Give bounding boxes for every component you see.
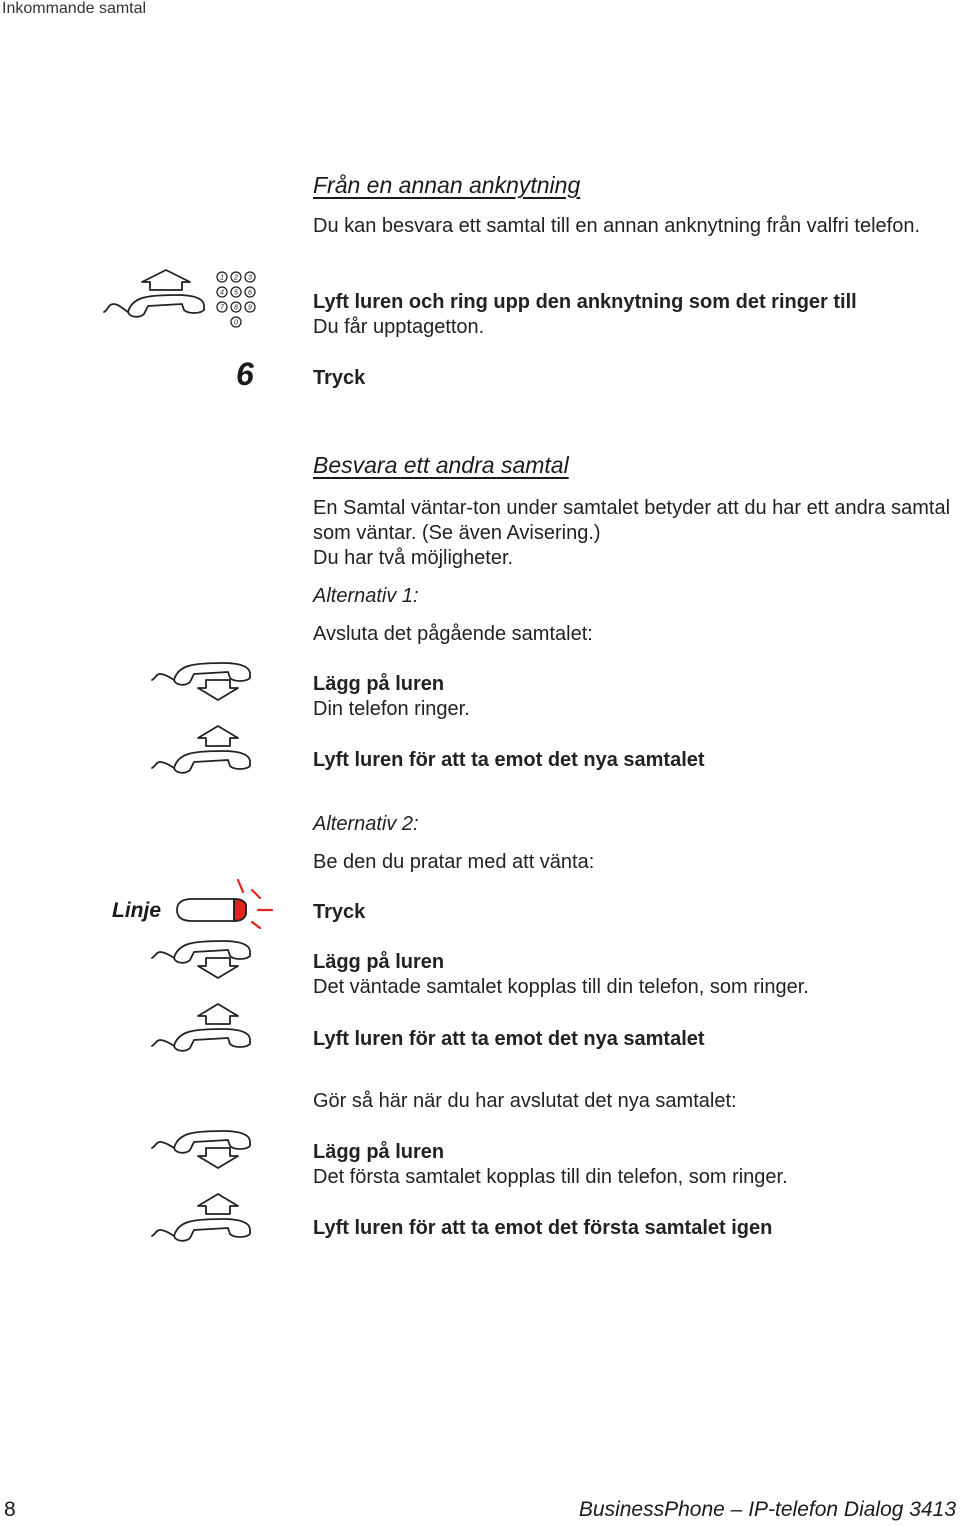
section1-intro: Du kan besvara ett samtal till en annan anknytning från valfri telefon.	[313, 215, 921, 237]
svg-text:6: 6	[248, 289, 252, 297]
handset-lift-icon	[150, 1192, 260, 1242]
handset-replace-icon	[150, 660, 260, 702]
section-heading-other-extension: Från en annan anknytning	[313, 172, 581, 198]
handset-replace-icon	[150, 1128, 260, 1170]
alt2-label: Alternativ 2:	[313, 813, 419, 835]
key-6-label: 6	[236, 356, 254, 392]
step-busy-tone-note: Du får upptagetton.	[313, 316, 485, 338]
line-key-label: Linje	[112, 899, 162, 922]
keypad-icon	[214, 270, 260, 332]
alt2-desc: Be den du pratar med att vänta:	[313, 851, 595, 873]
alt1-desc: Avsluta det pågående samtalet:	[313, 623, 593, 645]
svg-text:1: 1	[220, 274, 224, 282]
svg-text:3: 3	[248, 274, 252, 282]
alt2-lift-for-new-call: Lyft luren för att ta emot det nya samtalet	[313, 1028, 705, 1050]
alt1-label: Alternativ 1:	[313, 585, 419, 607]
handset-lift-icon	[150, 724, 260, 774]
document-title: BusinessPhone – IP-telefon Dialog 3413	[578, 1498, 956, 1521]
alt1-hang-up: Lägg på luren	[313, 673, 445, 695]
alt2-waiting-call-connected: Det väntade samtalet kopplas till din telefon, som ringer.	[313, 976, 809, 998]
step-lift-and-dial: Lyft luren och ring upp den anknytning som det ringer till	[313, 291, 857, 313]
line-key-icon	[172, 878, 278, 928]
svg-text:9: 9	[248, 304, 252, 312]
page-header: Inkommande samtal	[2, 0, 147, 17]
after-first-call-connected: Det första samtalet kopplas till din telefon, som ringer.	[313, 1166, 788, 1188]
page-number: 8	[4, 1498, 16, 1521]
alt1-lift-for-new-call: Lyft luren för att ta emot det nya samtalet	[313, 749, 705, 771]
handset-lift-icon	[150, 1002, 260, 1052]
svg-text:0: 0	[234, 319, 238, 327]
svg-text:7: 7	[220, 304, 224, 312]
svg-text:8: 8	[234, 304, 238, 312]
after-desc: Gör så här när du har avslutat det nya samtalet:	[313, 1090, 737, 1112]
section2-options: Du har två möjligheter.	[313, 547, 514, 569]
section2-intro: En Samtal väntar-ton under samtalet betyder att du har ett andra samtal som väntar. (Se även Avisering.)	[313, 497, 951, 544]
after-lift-for-first-call: Lyft luren för att ta emot det första samtalet igen	[313, 1217, 773, 1239]
section-heading-second-call: Besvara ett andra samtal	[313, 452, 569, 478]
svg-text:2: 2	[234, 274, 238, 282]
alt2-hang-up: Lägg på luren	[313, 951, 445, 973]
alt1-phone-rings: Din telefon ringer.	[313, 698, 470, 720]
after-hang-up: Lägg på luren	[313, 1141, 445, 1163]
svg-text:5: 5	[234, 289, 238, 297]
handset-lift-icon	[96, 268, 216, 320]
alt2-press-line: Tryck	[313, 901, 366, 923]
handset-replace-icon	[150, 938, 260, 980]
svg-text:4: 4	[220, 289, 224, 297]
step-press: Tryck	[313, 367, 366, 389]
